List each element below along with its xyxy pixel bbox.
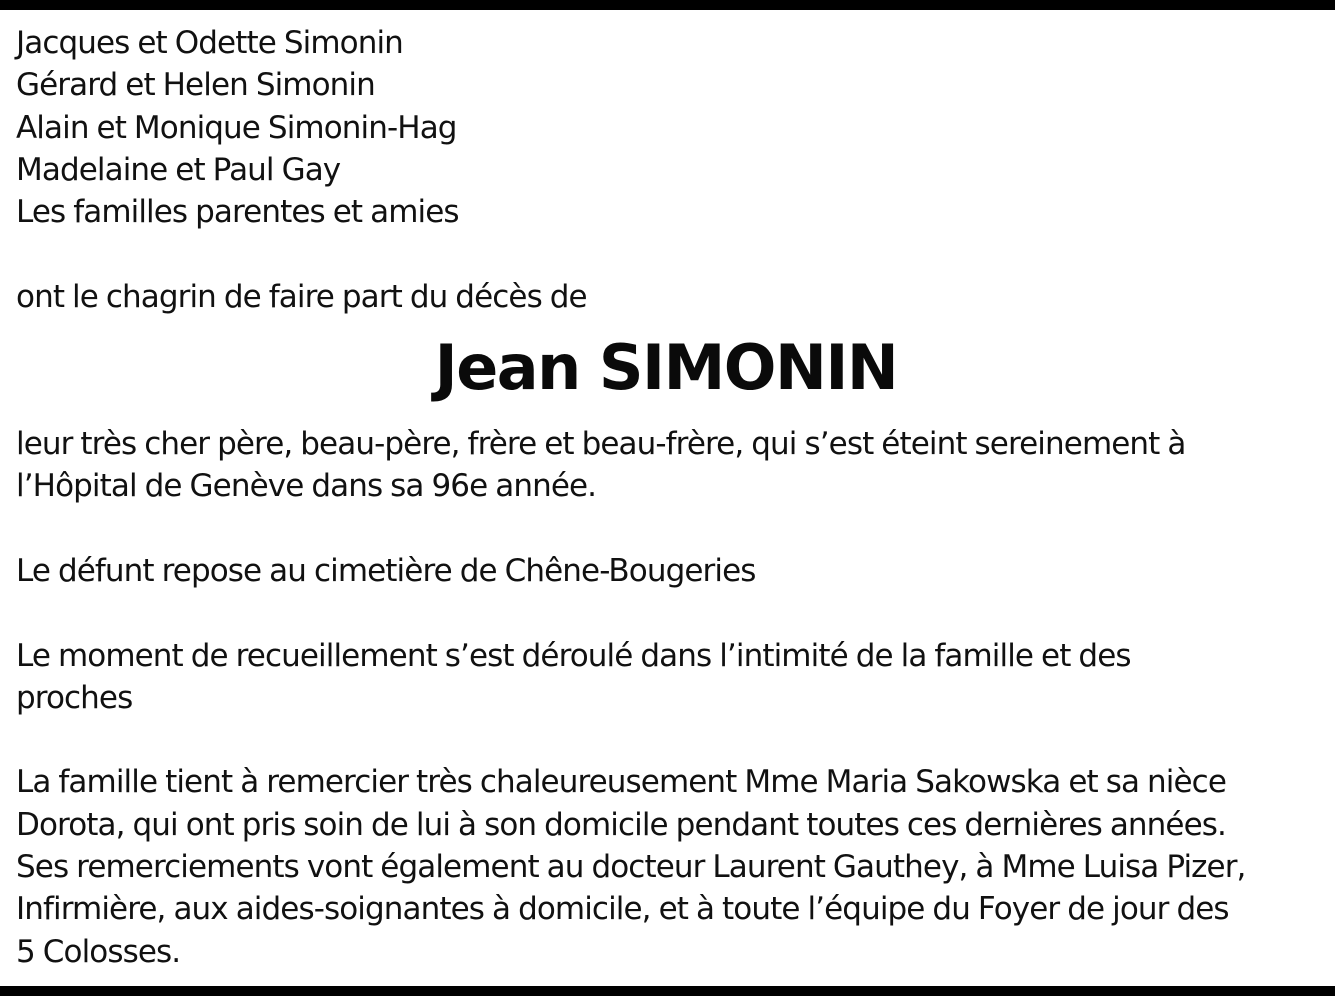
family-line: Alain et Monique Simonin-Hag <box>16 109 457 146</box>
spacer <box>16 592 1316 634</box>
spacer <box>16 719 1316 761</box>
thanks-line: Ses remerciements vont également au docteur Laurent Gauthey, à Mme Luisa Pizer, <box>16 849 1246 886</box>
thanks-line: Infirmière, aux aides-soignantes à domicile, et à toute l’équipe du Foyer de jour des <box>16 891 1229 928</box>
top-border-rule <box>0 0 1335 10</box>
thanks-line: La famille tient à remercier très chaleureusement Mme Maria Sakowska et sa nièce <box>16 764 1226 801</box>
family-line: Madelaine et Paul Gay <box>16 151 341 188</box>
description-line: leur très cher père, beau-père, frère et beau-frère, qui s’est éteint sereinement à <box>16 426 1186 463</box>
family-line: Les familles parentes et amies <box>16 194 459 231</box>
ceremony-line: proches <box>16 679 133 716</box>
thanks-line: 5 Colosses. <box>16 933 181 970</box>
description-paragraph <box>16 423 1316 508</box>
burial-text: Le défunt repose au cimetière de Chêne-Bougeries <box>16 552 756 589</box>
bottom-border-rule <box>0 986 1335 996</box>
thanks-paragraph <box>16 761 1316 972</box>
thanks-line: Dorota, qui ont pris soin de lui à son domicile pendant toutes ces dernières années. <box>16 806 1226 843</box>
family-line: Gérard et Helen Simonin <box>16 67 375 104</box>
announcement-text: ont le chagrin de faire part du décès de <box>16 278 587 315</box>
ceremony-paragraph <box>16 635 1316 720</box>
obituary-notice <box>16 22 1316 973</box>
family-list <box>16 22 1316 233</box>
spacer <box>16 508 1316 550</box>
description-line: l’Hôpital de Genève dans sa 96e année. <box>16 468 597 505</box>
deceased-name: Jean SIMONIN <box>434 331 898 405</box>
ceremony-line: Le moment de recueillement s’est déroulé dans l’intimité de la famille et des <box>16 637 1131 674</box>
family-line: Jacques et Odette Simonin <box>16 25 403 61</box>
spacer <box>16 233 1316 275</box>
